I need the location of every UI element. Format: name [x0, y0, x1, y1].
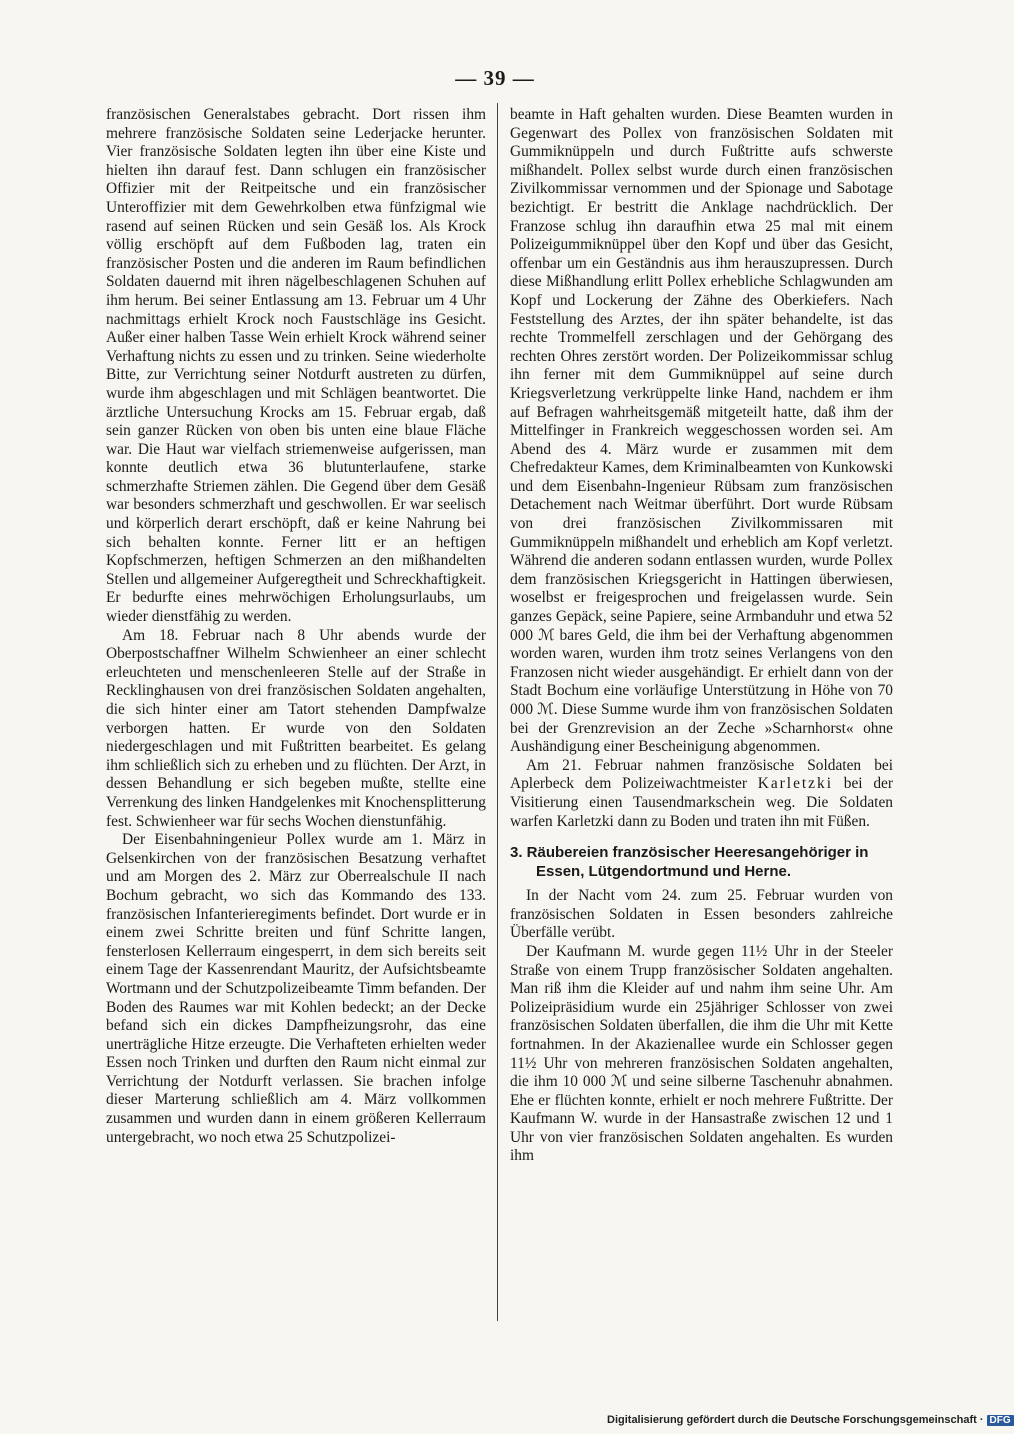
- karletzki-name: Karletzki: [757, 775, 833, 793]
- karletzki-text-before: Am 21. Februar nahmen französische Soldaten bei Aplerbeck dem Polizeiwachtmeister: [510, 756, 893, 793]
- footer-credit: [607, 1414, 1014, 1426]
- paragraph-schwienheer: Am 18. Februar nach 8 Uhr abends wurde der Oberpostschaffner Wilhelm Schwienheer an einer schlecht erleuchteten und menschenleeren Stelle auf der Straße in Recklinghausen von drei französischen Soldaten angehalten, die sich hinter einer am Tatort stehenden Dampfwalze verborgen hatten. Er wurde von den Soldaten niedergeschlagen und mit Fußtritten bearbeitet. Es gelang ihm schließlich sich zu erheben und zu flüchten. Der Arzt, in dessen Behandlung er sich begeben mußte, stellte eine Verrenkung des linken Handgelenkes mit Knochensplitterung fest. Schwienheer war für sechs Wochen dienstunfähig.: [106, 626, 486, 830]
- section-heading-line2: Essen, Lütgendortmund und Herne.: [536, 862, 792, 880]
- section-heading: [510, 844, 893, 881]
- paragraph-pollex-continued: beamte in Haft gehalten wurden. Diese Beamten wurden in Gegenwart des Pollex von französischen Soldaten mit Gummiknüppeln und durch Fußtritte aufs schwerste mißhandelt. Pollex selbst wurde durch einen französischen Zivilkommissar vernommen und der Spionage und Sabotage bezichtigt. Er bestritt die Anklage nachdrücklich. Der Franzose schlug ihn daraufhin etwa 25 mal mit einem Polizeigummiknüppel über den Kopf und über das Gesicht, offenbar um ein Geständnis aus ihm herauszupressen. Durch diese Mißhandlung erlitt Pollex erhebliche Schlagwunden am Kopf und Lockerung der Zähne des Oberkiefers. Nach Feststellung des Arztes, der ihn später behandelte, ist das rechte Trommelfell zerschlagen und der Gehörgang des rechten Ohres zerstört worden. Der Polizeikommissar schlug ihn ferner mit dem Gummiknüppel auf seine durch Kriegsverletzung verkrüppelte linke Hand, nachdem er ihm auf Befragen wahrheitsgemäß mitgeteilt hatte, daß ihm der Mittelfinger in Frankreich weggeschossen worden sei. Am Abend des 4. März wurde er zusammen mit dem Chefredakteur Kames, dem Kriminalbeamten von Kunkowski und dem Eisenbahn-Ingenieur Rübsam zum französischen Detachement nach Weitmar überführt. Dort wurde Rübsam von drei französischen Zivilkommissaren mit Gummiknüppeln mißhandelt und erheblich am Kopf verletzt. Während die anderen sodann entlassen wurden, wurde Pollex dem französischen Kriegsgericht in Hattingen überwiesen, woselbst er freigesprochen und freigelassen wurde. Sein ganzes Gepäck, seine Papiere, seine Armbanduhr und etwa 52 000 ℳ bares Geld, die ihm bei der Verhaftung abgenommen worden waren, wurden ihm trotz seines Verlangens von den Franzosen nicht wieder ausgehändigt. Er erhielt dann von der Stadt Bochum eine vorläufige Unterstützung in Höhe von 70 000 ℳ. Diese Summe wurde ihm von französischen Soldaten bei der Grenzrevision an der Zeche »Scharnhorst« ohne Aushändigung einer Bescheinigung abgenommen.: [510, 106, 893, 756]
- left-column: [106, 106, 486, 1147]
- paragraph-krock: französischen Generalstabes gebracht. Dort rissen ihm mehrere französische Soldaten seine Lederjacke herunter. Vier französische Soldaten legten ihn über eine Kiste und hielten ihn darauf fest. Dann schlugen ein französischer Offizier mit der Reitpeitsche und ein französischer Unteroffizier mit dem Gewehrkolben etwa fünfzigmal wie rasend auf seinen Rücken und sein Gesäß los. Als Krock völlig erschöpft auf dem Fußboden lag, traten ein französischer Posten und die anderen im Raum befindlichen Soldaten dauernd mit ihren nägelbeschlagenen Schuhen auf ihm herum. Bei seiner Entlassung am 13. Februar um 4 Uhr nachmittags erhielt Krock noch Faustschläge ins Gesicht. Außer einer halben Tasse Wein erhielt Krock während seiner Verhaftung nichts zu essen und zu trinken. Seine wiederholte Bitte, zur Verrichtung seiner Notdurft austreten zu dürfen, wurde ihm abgeschlagen und mit Schlägen beantwortet. Die ärztliche Untersuchung Krocks am 15. Februar ergab, daß sein ganzer Rücken von oben bis unten eine blaue Fläche war. Die Haut war vielfach striemenweise aufgerissen, man konnte deutlich etwa 36 blutunterlaufene, starke schmerzhafte Striemen zählen. Die Gegend über dem Gesäß war besonders schmerzhaft und geschwollen. Er war seelisch und körperlich derart erschöpft, daß er keine Nahrung bei sich behalten konnte. Ferner litt er an heftigen Kopfschmerzen, heftigen Schmerzen an den mißhandelten Stellen und allgemeiner Aufgeregtheit und Schreckhaftigkeit. Er bedurfte eines mehrwöchigen Erholungsurlaubs, um wieder dienstfähig zu werden.: [106, 106, 486, 626]
- column-divider: [497, 103, 498, 1321]
- dfg-logo: DFG: [987, 1415, 1014, 1426]
- paragraph-pollex: Der Eisenbahningenieur Pollex wurde am 1. März in Gelsenkirchen von der französischen Besatzung verhaftet und am Morgen des 2. März zur Oberrealschule II nach Bochum gebracht, wo sich das Kommando des 133. französischen Infanterieregiments befindet. Dort wurde er in einem zwei Schritte breiten und fünf Schritte langen, fensterlosen Kellerraum eingesperrt, in dem sich bereits seit einem Tage der Kassenrendant Mauritz, der Aufsichtsbeamte Wortmann und der Schutzpolizeibeamte Timm befanden. Der Boden des Raumes war mit Kohlen bedeckt; an der Decke befand sich ein dickes Dampfheizungsrohr, das eine unerträgliche Hitze erzeugte. Die Verhafteten erhielten weder Essen noch Trinken und durften den Raum nicht einmal zur Verrichtung der Notdurft verlassen. Sie brachen infolge dieser Marterung schließlich am 4. März vollkommen zusammen und wurden dann in einem größeren Kellerraum untergebracht, wo noch etwa 25 Schutzpolizei-: [106, 831, 486, 1146]
- karletzki-text-after: bei der Visitierung einen Tausendmarkschein weg. Die Soldaten warfen Karletzki dann zu Boden und traten ihn mit Füßen.: [510, 775, 893, 830]
- section-heading-line1: 3. Räubereien französischer Heeresangehöriger in: [510, 844, 869, 862]
- paragraph-essen-night: In der Nacht vom 24. zum 25. Februar wurden von französischen Soldaten in Essen besonders zahlreiche Überfälle verübt.: [510, 887, 893, 942]
- footer-text: Digitalisierung gefördert durch die Deutsche Forschungsgemeinschaft ·: [607, 1414, 984, 1426]
- page-number: — 39 —: [455, 66, 535, 90]
- paragraph-karletzki: [510, 757, 893, 831]
- right-column: [510, 106, 893, 1166]
- paragraph-kaufmann: Der Kaufmann M. wurde gegen 11½ Uhr in der Steeler Straße von einem Trupp französischer Soldaten angehalten. Man riß ihm die Kleider auf und nahm ihm seine Uhr. Am Polizeipräsidium wurde ein 25jähriger Schlosser von zwei französischen Soldaten überfallen, die ihm die Uhr mit Kette fortnahmen. In der Akazienallee wurde ein Schlosser gegen 11½ Uhr von mehreren französischen Soldaten angehalten, die ihm 10 000 ℳ und seine silberne Taschenuhr abnahmen. Ehe er flüchten konnte, erhielt er noch mehrere Fußtritte. Der Kaufmann W. wurde in der Hansastraße zwischen 12 und 1 Uhr von vier französischen Soldaten angehalten. Es wurden ihm: [510, 942, 893, 1165]
